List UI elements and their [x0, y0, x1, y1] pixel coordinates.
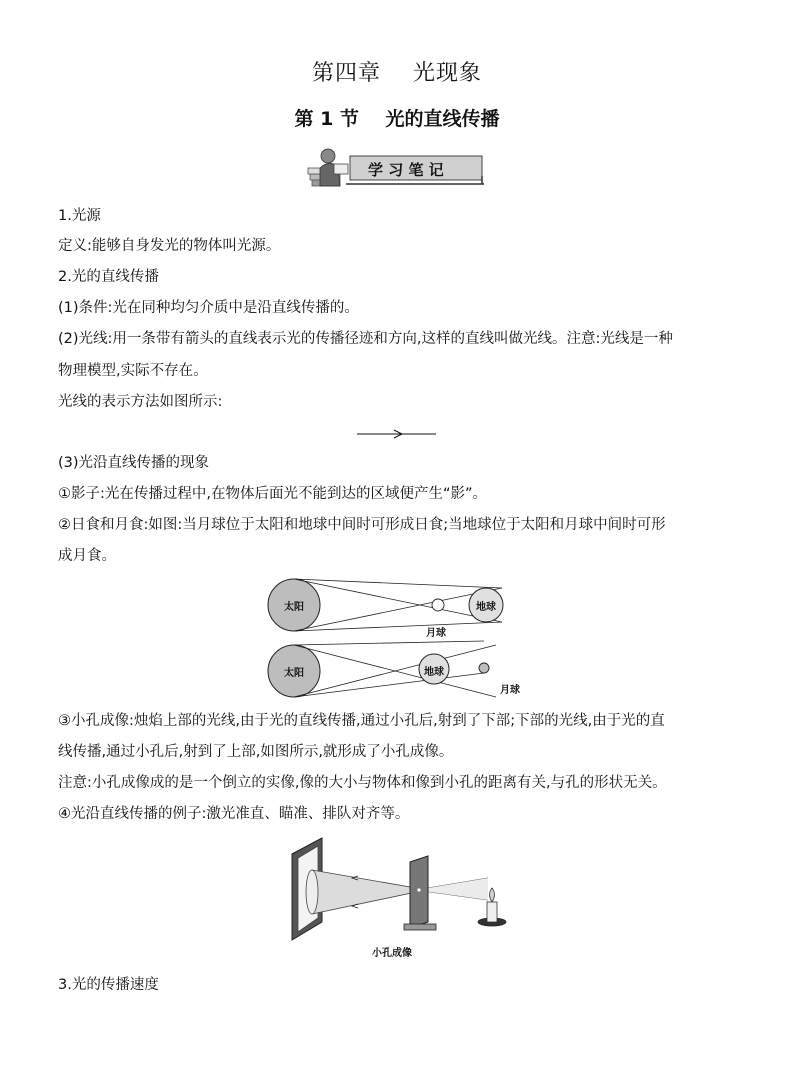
heading-straight-propagation: 2.光的直线传播: [58, 269, 159, 285]
paragraph-light-ray-2: 物理模型,实际不存在。: [58, 363, 208, 379]
paragraph-light-ray-1: (2)光线:用一条带有箭头的直线表示光的传播径迹和方向,这样的直线叫做光线。注意:光线是一种: [58, 331, 673, 347]
paragraph-ray-notation: 光线的表示方法如图所示:: [58, 394, 223, 410]
moon-label-bottom: 月球: [500, 685, 520, 696]
section-title: 第 1 节 光的直线传播: [294, 108, 500, 130]
pinhole-caption: 小孔成像: [372, 948, 412, 959]
moon-label-top: 月球: [426, 628, 446, 639]
paragraph-pinhole-2: 线传播,通过小孔后,射到了上部,如图所示,就形成了小孔成像。: [58, 744, 454, 760]
earth-label-bottom: 地球: [424, 667, 444, 678]
paragraph-eclipse-2: 成月食。: [58, 548, 116, 564]
eclipse-diagram: [264, 575, 534, 699]
badge-label: 学 习 笔 记: [368, 161, 444, 179]
paragraph-definition: 定义:能够自身发光的物体叫光源。: [58, 238, 281, 254]
earth-label-top: 地球: [476, 602, 496, 613]
paragraph-eclipse-1: ②日食和月食:如图:当月球位于太阳和地球中间时可形成日食;当地球位于太阳和月球中间时可形: [58, 517, 666, 533]
sun-label-top: 太阳: [284, 602, 304, 613]
heading-light-source: 1.光源: [58, 208, 101, 224]
paragraph-pinhole-1: ③小孔成像:烛焰上部的光线,由于光的直线传播,通过小孔后,射到了下部;下部的光线,由于光的直: [58, 713, 665, 729]
light-ray-figure: [356, 426, 438, 440]
pinhole-diagram: [288, 836, 514, 960]
chapter-title: 第四章 光现象: [312, 61, 482, 86]
paragraph-examples: ④光沿直线传播的例子:激光准直、瞄准、排队对齐等。: [58, 806, 410, 822]
heading-speed-of-light: 3.光的传播速度: [58, 977, 159, 993]
paragraph-condition: (1)条件:光在同种均匀介质中是沿直线传播的。: [58, 300, 359, 316]
study-notes-badge: [306, 146, 486, 192]
paragraph-shadow: ①影子:光在传播过程中,在物体后面光不能到达的区域便产生“影”。: [58, 486, 488, 502]
heading-phenomena: (3)光沿直线传播的现象: [58, 455, 210, 471]
paragraph-note: 注意:小孔成像成的是一个倒立的实像,像的大小与物体和像到小孔的距离有关,与孔的形状无关。: [58, 775, 667, 791]
pinhole-camera-illustration: [288, 836, 514, 942]
sun-label-bottom: 太阳: [284, 668, 304, 679]
